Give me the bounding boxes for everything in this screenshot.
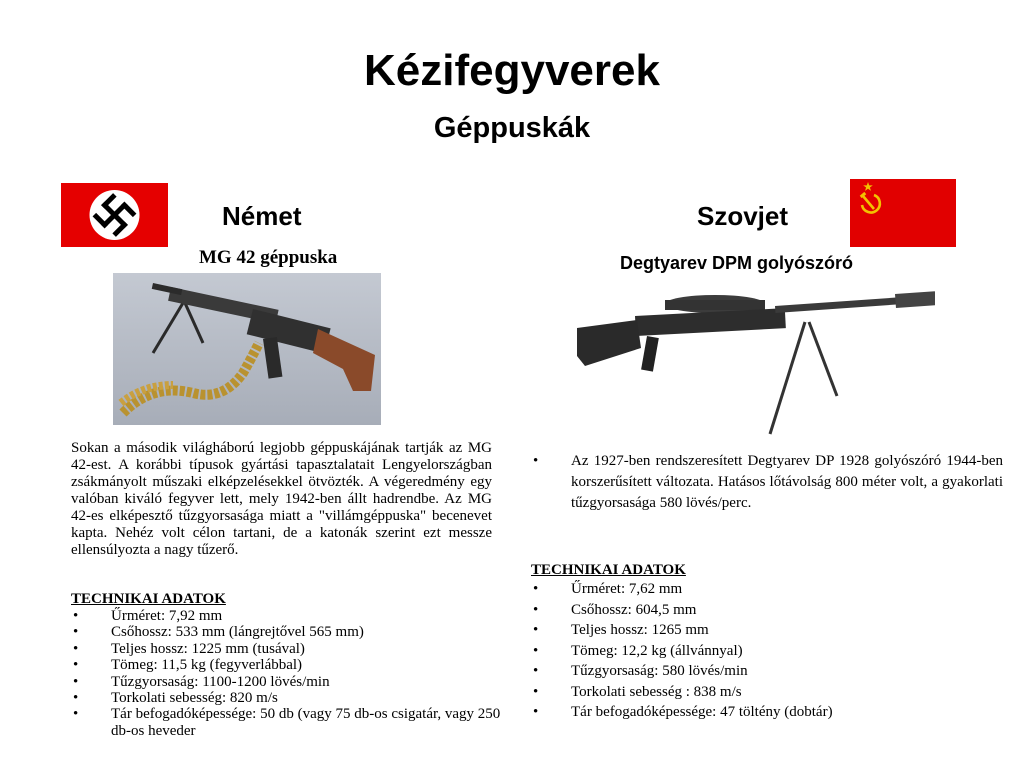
mg42-machine-gun-photo [113, 273, 381, 425]
list-item: • Csőhossz: 604,5 mm [533, 601, 697, 618]
list-item: • Tömeg: 11,5 kg (fegyverlábbal) [73, 657, 303, 674]
mg42-technical-data [71, 591, 501, 739]
dpm-machine-gun-photo [575, 286, 935, 438]
list-item: • Torkolati sebesség: 820 m/s [73, 690, 278, 707]
list-item: • Csőhossz: 533 mm (lángrejtővel 565 mm) [73, 624, 364, 641]
list-item: • Űrméret: 7,92 mm [73, 608, 223, 624]
slide-title: Kézifegyverek [364, 46, 660, 95]
list-item: • Teljes hossz: 1225 mm (tusával) [73, 640, 305, 657]
dpm-tech-heading: TECHNIKAI ADATOK [531, 562, 686, 578]
dpm-technical-data [531, 561, 963, 723]
list-item: • Tár befogadóképessége: 47 töltény (dobtár) [533, 704, 833, 720]
list-item: • Űrméret: 7,62 mm [533, 581, 683, 597]
soviet-heading: Szovjet [697, 201, 789, 231]
list-item: • Torkolati sebesség : 838 m/s [533, 683, 742, 700]
list-item: • Tömeg: 12,2 kg (állvánnyal) [533, 642, 743, 659]
mg42-title: MG 42 géppuska [199, 247, 338, 268]
list-item: • Tűzgyorsaság: 1100-1200 lövés/min [73, 673, 330, 690]
german-heading: Német [222, 201, 302, 231]
slide-subtitle: Géppuskák [433, 112, 591, 144]
list-item: • Tár befogadóképessége: 50 db (vagy 75 db-os csigatár, vagy 250 db-os heveder [73, 706, 501, 739]
swastika-flag-icon [61, 183, 168, 247]
list-item: • Tűzgyorsaság: 580 lövés/min [533, 663, 748, 679]
dpm-description: • Az 1927-ben rendszeresített Degtyarev DP 1928 golyószóró 1944-ben korszerűsített változata. Hatásos lőtávolság 800 méter volt, a gyakorlati tűzgyorsasága 580 lövés/perc. [533, 453, 1003, 511]
mg42-description: Sokan a második világháború legjobb géppuskájának tartják az MG 42-est. A korábbi típusok gyártási tapasztalatait Lengyelországban zsákmányolt műszaki elképzelésekkel ötvözték. A végeredmény egy valóban kiváló fegyver lett, mely 1942-ben állt hadrendbe. Az MG 42-es elképesztő tűzgyorsasága miatt a "villámgéppuska" becenevet kapta. Nehéz volt célon tartani, de a katonák szerint ezt messze ellensúlyozta a nagy tűzerő. [71, 440, 492, 558]
mg42-tech-heading: TECHNIKAI ADATOK [71, 591, 226, 607]
dpm-title: Degtyarev DPM golyószóró [620, 253, 854, 273]
hammer-sickle-star-flag-icon [850, 179, 956, 247]
list-item: • Teljes hossz: 1265 mm [533, 622, 709, 638]
dpm-description-text: Az 1927-ben rendszeresített Degtyarev DP 1928 golyószóró 1944-ben korszerűsített változata. Hatásos lőtávolság 800 méter volt, a gyakorlati tűzgyorsasága 580 lövés/perc. [571, 453, 1003, 511]
dpm-tech-list [531, 579, 963, 723]
mg42-tech-list [71, 608, 501, 739]
